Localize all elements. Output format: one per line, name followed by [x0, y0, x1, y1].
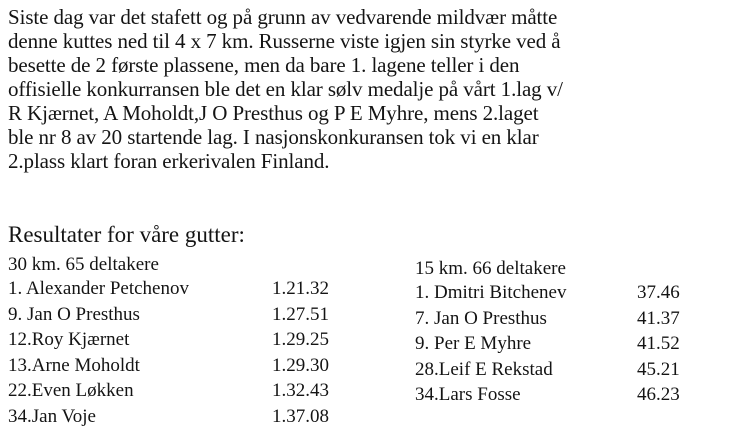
result-name: 9. Jan O Presthus [8, 303, 140, 325]
result-name: 9. Per E Myhre [415, 333, 532, 354]
result-time: 1.27.51 [272, 303, 329, 325]
result-row [8, 404, 329, 430]
result-time: 1.37.08 [272, 405, 329, 427]
result-time: 1.29.25 [272, 329, 329, 350]
results-30km [8, 254, 329, 429]
paragraph-line: 2.plass klart foran erkerivalen Finland. [8, 149, 330, 173]
paragraph-line: besette de 2 første plassene, men da bare 1. lagene teller i den [8, 53, 520, 77]
result-name: 34.Jan Voje [8, 405, 96, 427]
result-name: 13.Arne Moholdt [8, 354, 140, 376]
race-15km-header: 15 km. 66 deltakere [415, 258, 566, 279]
result-row [8, 327, 329, 353]
result-row [8, 276, 329, 302]
result-row [415, 357, 680, 383]
result-name: 1. Dmitri Bitchenev [415, 282, 567, 303]
result-row [415, 280, 680, 306]
result-name: 34.Lars Fosse [415, 384, 521, 405]
result-row [415, 382, 680, 408]
result-time: 41.37 [637, 307, 680, 329]
paragraph-line: Siste dag var det stafett og på grunn av vedvarende mildvær måtte [8, 5, 558, 29]
report-paragraph [8, 5, 732, 173]
result-name: 28.Leif E Rekstad [415, 358, 553, 380]
result-row [8, 378, 329, 404]
result-name: 22.Even Løkken [8, 380, 134, 401]
paragraph-line: offisielle konkurransen ble det en klar sølv medalje på vårt 1.lag v/ [8, 77, 563, 101]
result-name: 1. Alexander Petchenov [8, 278, 189, 299]
results-15km [415, 258, 680, 408]
result-time: 1.29.30 [272, 354, 329, 376]
result-time: 1.32.43 [272, 380, 329, 401]
result-time: 1.21.32 [272, 278, 329, 299]
result-name: 12.Roy Kjærnet [8, 329, 130, 350]
result-time: 46.23 [637, 384, 680, 405]
paragraph-line: R Kjærnet, A Moholdt,J O Presthus og P E Myhre, mens 2.laget [8, 101, 539, 125]
paragraph-line: denne kuttes ned til 4 x 7 km. Russerne viste igjen sin styrke ved å [8, 29, 561, 53]
result-row [8, 302, 329, 328]
result-row [415, 306, 680, 332]
result-row [8, 353, 329, 379]
results-heading: Resultater for våre gutter: [8, 222, 245, 247]
result-row [415, 331, 680, 357]
result-name: 7. Jan O Presthus [415, 307, 547, 329]
result-time: 41.52 [637, 333, 680, 354]
result-time: 45.21 [637, 358, 680, 380]
paragraph-line: ble nr 8 av 20 startende lag. I nasjonskonkuransen tok vi en klar [8, 125, 539, 149]
result-time: 37.46 [637, 282, 680, 303]
race-30km-header: 30 km. 65 deltakere [8, 254, 159, 275]
